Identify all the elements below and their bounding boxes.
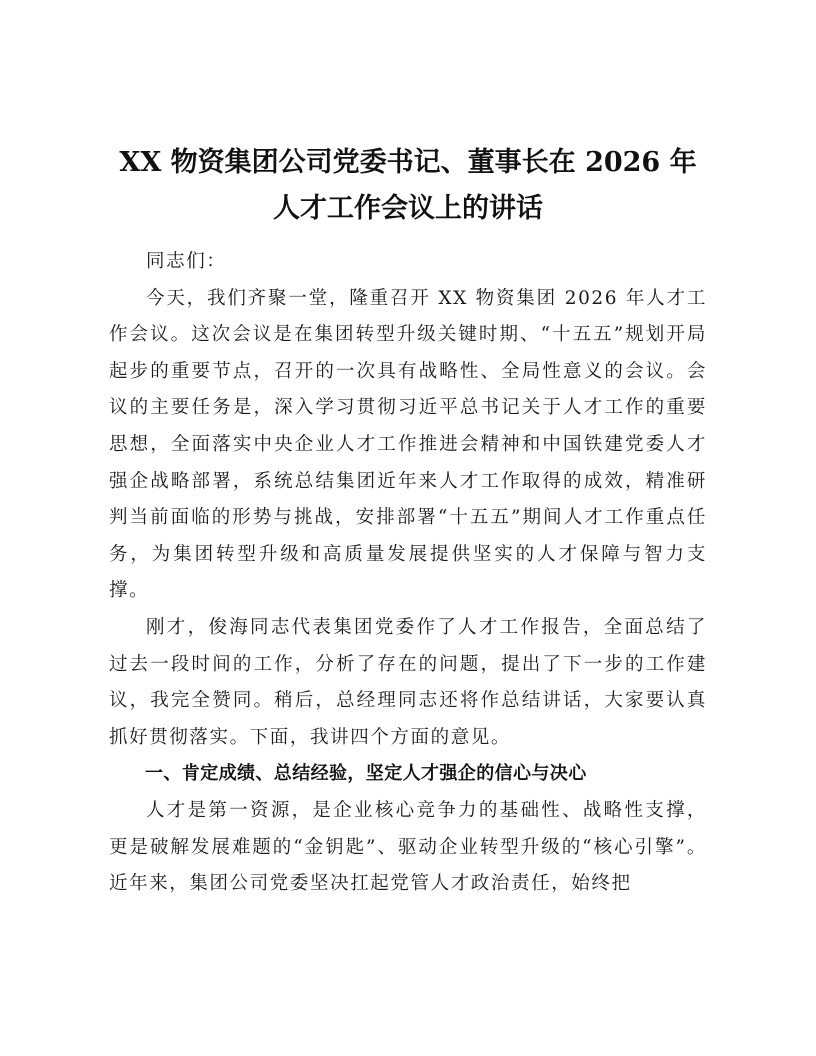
title-line-2: 人才工作会议上的讲话 [273, 193, 543, 224]
document-title [100, 140, 716, 232]
paragraph-section-1: 人才是第一资源，是企业核心竞争力的基础性、战略性支撑，更是破解发展难题的“金钥匙”、驱动企业转型升级的“核心引擎”。近年来，集团公司党委坚决扛起党管人才政治责任，始终把 [109, 799, 707, 895]
section-heading: 一、肯定成绩、总结经验，坚定人才强企的信心与决心 [145, 763, 587, 785]
title-line-1: XX 物资集团公司党委书记、董事长在 2026 年 [119, 147, 697, 178]
document-body [109, 244, 707, 903]
paragraph-opening: 今天，我们齐聚一堂，隆重召开 XX 物资集团 2026 年人才工作会议。这次会议是在集团转型升级关键时期、“十五五”规划开局起步的重要节点，召开的一次具有战略性、全局性意义的会议。会议的主要任务是，深入学习贯彻习近平总书记关于人才工作的重要思想，全面落实中央企业人才工作推进会精神和中国铁建党委人才强企战略部署，系统总结集团近年来人才工作取得的成效，精准研判当前面临的形势与挑战，安排部署“十五五”期间人才工作重点任务，为集团转型升级和高质量发展提供坚实的人才保障与智力支撑。 [109, 287, 707, 602]
greeting: 同志们： [146, 251, 227, 272]
paragraph-report: 刚才，俊海同志代表集团党委作了人才工作报告，全面总结了过去一段时间的工作，分析了存在的问题，提出了下一步的工作建议，我完全赞同。稍后，总经理同志还将作总结讲话，大家要认真抓好贯彻落实。下面，我讲四个方面的意见。 [109, 616, 707, 748]
